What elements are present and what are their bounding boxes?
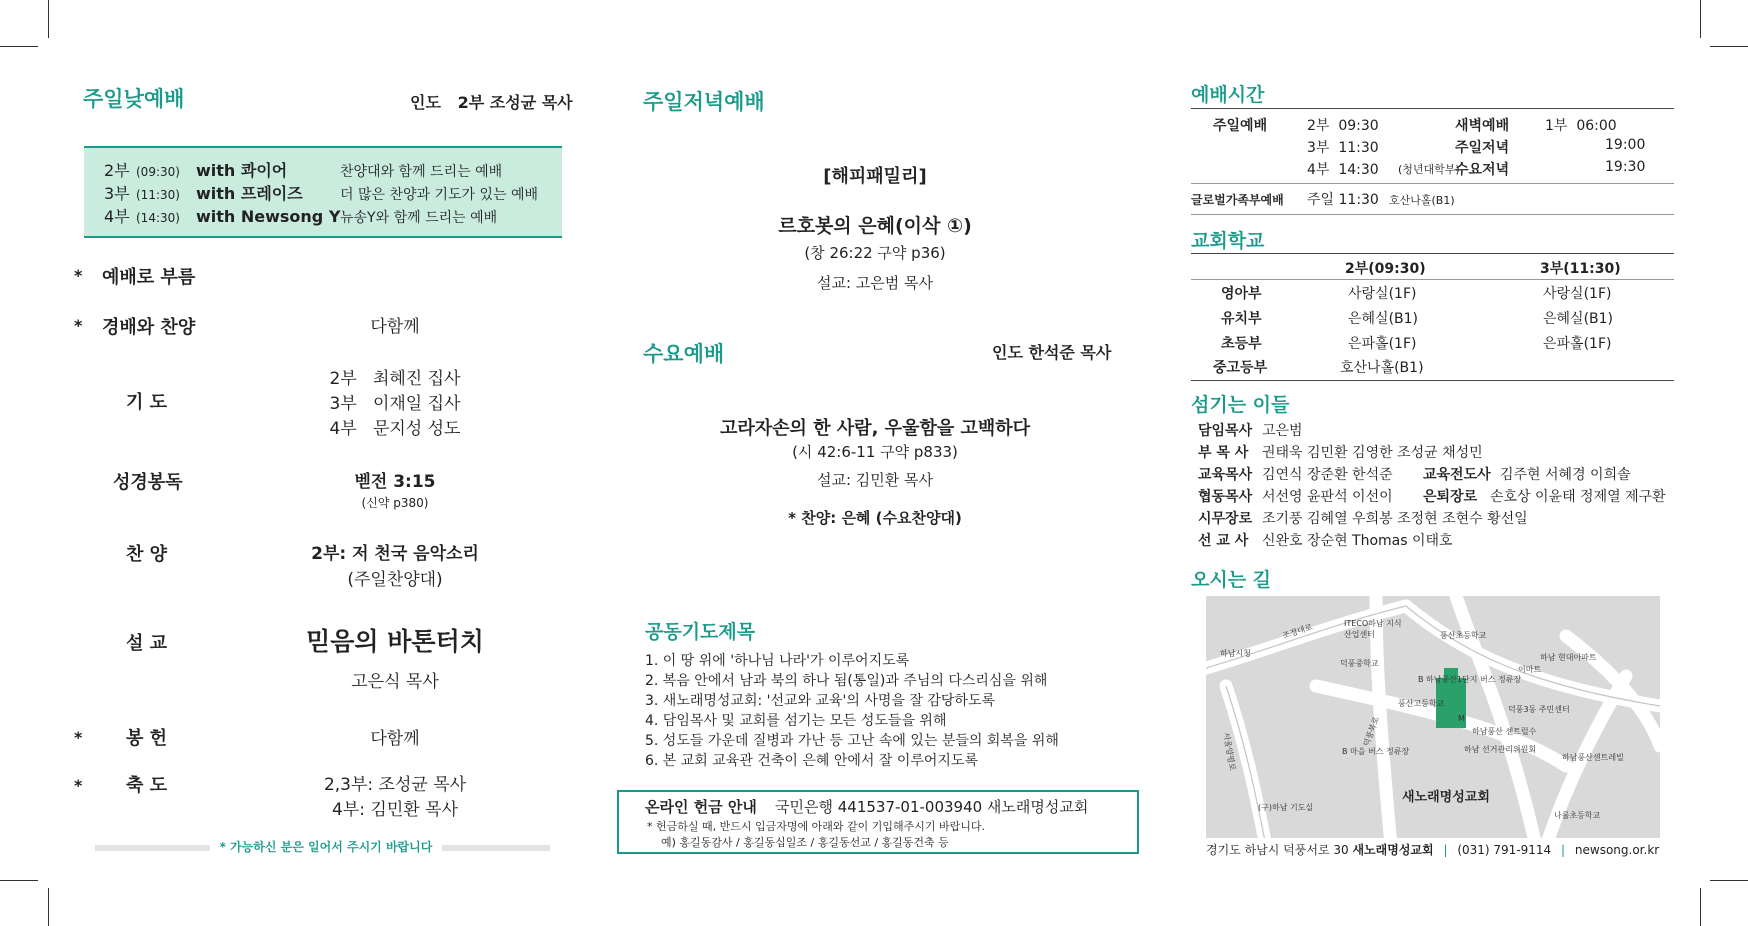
website-link[interactable]: newsong.or.kr <box>1574 843 1660 857</box>
map-label: 풍산고등학교 <box>1398 699 1445 708</box>
stand-marker: * <box>74 316 83 335</box>
school-dept: 중고등부 <box>1213 360 1268 376</box>
prayer-topics-title: 공동기도제목 <box>645 621 756 643</box>
wednesday-preacher: 설교: 김민환 목사 <box>816 471 934 489</box>
youth-note: (청년대학부) <box>1398 163 1460 176</box>
map-label: (구)하남 기도실 <box>1258 803 1314 812</box>
service-times-box <box>84 146 562 238</box>
divider <box>1191 108 1674 109</box>
dawn-service-time: 1부 06:00 <box>1545 118 1617 134</box>
directions-title: 오시는 길 <box>1191 569 1272 591</box>
sunday-time: 4부 14:30 <box>1307 162 1379 178</box>
school-room: 호산나홀(B1) <box>1340 360 1424 376</box>
crop-mark <box>0 880 38 881</box>
map-label: 조정대로 <box>1281 622 1314 641</box>
praise-value: 다함께 <box>370 317 420 337</box>
divider <box>1191 183 1674 184</box>
crop-mark <box>1710 880 1748 881</box>
server-role: 시무장로 <box>1198 511 1253 527</box>
location-map[interactable] <box>1206 596 1660 838</box>
prayer-item: 1. 이 땅 위에 '하나님 나라'가 이루어지도록 <box>645 653 910 669</box>
map-label: 나룰초등학교 <box>1554 811 1601 820</box>
server-names: 김연식 장준환 한석준 <box>1262 467 1393 483</box>
offering-example: 예) 홍길동감사 / 홍길동십일조 / 홍길동선교 / 홍길동건축 등 <box>661 836 949 849</box>
address: 경기도 하남시 덕풍서로 30 <box>1206 843 1349 857</box>
stand-marker: * <box>74 266 83 285</box>
divider <box>1191 253 1674 254</box>
offering-note: * 헌금하실 때, 반드시 입금자명에 아래와 같이 기입해주시기 바랍니다. <box>647 820 985 833</box>
prayer-label: 기 도 <box>126 392 168 413</box>
prayer-item: 6. 본 교회 교육관 건축이 은혜 안에서 잘 이루어지도록 <box>645 753 978 769</box>
map-label: 새노래명성교회 <box>1402 790 1490 805</box>
hymn-choir: (주일찬양대) <box>347 570 443 590</box>
map-label: 서울양평로 <box>1221 731 1238 772</box>
service-row: 3부 (11:30) with 프레이즈 더 많은 찬양과 기도가 있는 예배 <box>104 184 539 203</box>
server-role: 은퇴장로 <box>1423 489 1478 505</box>
crop-mark <box>48 0 49 38</box>
map-label: 하남 현대아파트 <box>1540 653 1597 662</box>
service-times-title: 예배시간 <box>1191 84 1265 106</box>
praise-label: 경배와 찬양 <box>102 317 196 338</box>
scripture-label: 성경봉독 <box>113 472 183 493</box>
server-names: 권태욱 김민환 김영한 조성균 채성민 <box>1262 445 1483 461</box>
school-dept: 영아부 <box>1221 286 1262 302</box>
global-service-label: 글로벌가족부예배 <box>1191 193 1284 207</box>
stand-marker: * <box>74 728 83 747</box>
church-school-title: 교회학교 <box>1191 230 1265 252</box>
crop-mark <box>1700 0 1701 38</box>
map-label: ITECO하남 지식산업센터 <box>1344 619 1402 639</box>
crop-mark <box>1710 46 1748 47</box>
wednesday-hymn: * 찬양: 은혜 (수요찬양대) <box>788 509 962 527</box>
server-names: 신완호 장순현 Thomas 이태호 <box>1262 533 1453 549</box>
sunday-evening-label: 주일저녁 <box>1455 140 1510 156</box>
servers-title: 섬기는 이들 <box>1191 394 1290 416</box>
map-label: 하남 선거관리위원회 <box>1464 745 1537 754</box>
evening-service-title: 주일저녁예배 <box>643 90 765 114</box>
offering-label: 봉 헌 <box>126 728 168 749</box>
server-role: 선 교 사 <box>1198 533 1249 549</box>
separator: | <box>1561 843 1566 857</box>
sunday-evening-time: 19:00 <box>1605 137 1646 153</box>
prayer-item: 4. 담임목사 및 교회를 섬기는 모든 성도들을 위해 <box>645 713 947 729</box>
school-room: 사랑실(1F) <box>1348 286 1417 302</box>
scripture-value: 벧전 3:15 <box>354 472 436 492</box>
server-role: 협동목사 <box>1198 489 1253 505</box>
school-room: 은파홀(1F) <box>1543 336 1612 352</box>
sunday-time: 2부 09:30 <box>1307 118 1379 134</box>
sunday-leader: 인도 2부 조성균 목사 <box>410 93 573 112</box>
service-row: 2부 (09:30) with 콰이어 찬양대와 함께 드리는 예배 <box>104 161 503 180</box>
benediction-label: 축 도 <box>126 775 168 796</box>
call-to-worship-label: 예배로 부름 <box>102 267 196 288</box>
evening-sermon-title: 르호봇의 은혜(이삭 ①) <box>778 215 972 237</box>
prayer-item: 3. 새노래명성교회: '선교와 교육'의 사명을 잘 감당하도록 <box>645 693 995 709</box>
wednesday-scripture: (시 42:6-11 구약 p833) <box>792 443 958 461</box>
prayer-item: 5. 성도들 가운데 질병과 가난 등 고난 속에 있는 분들의 회복을 위해 <box>645 733 1059 749</box>
map-label: 하남풍산 센트럴수 <box>1472 727 1537 736</box>
dawn-service-label: 새벽예배 <box>1455 118 1510 134</box>
school-dept: 초등부 <box>1221 336 1262 352</box>
school-col-header: 3부(11:30) <box>1540 261 1621 277</box>
phone: (031) 791-9114 <box>1457 843 1552 857</box>
evening-preacher: 설교: 고은범 목사 <box>816 274 934 292</box>
prayer-item: 2. 복음 안에서 남과 북의 하나 됨(통일)과 주님의 다스리심을 위해 <box>645 673 1048 689</box>
church-address <box>1206 841 1659 858</box>
sunday-time: 3부 11:30 <box>1307 140 1379 156</box>
divider <box>1191 380 1674 381</box>
crop-mark <box>1700 888 1701 926</box>
map-label: 이마트 <box>1518 665 1542 674</box>
benediction-value: 2,3부: 조성균 목사 <box>323 775 467 795</box>
divider <box>1191 214 1674 215</box>
server-names: 서선영 윤판석 이선이 <box>1262 489 1393 505</box>
offering-value: 다함께 <box>370 729 420 749</box>
stand-marker: * <box>74 776 83 795</box>
footnote-bar <box>442 845 550 851</box>
wednesday-evening-label: 수요저녁 <box>1455 162 1510 178</box>
sermon-preacher: 고은식 목사 <box>351 672 439 692</box>
sermon-title: 믿음의 바톤터치 <box>306 627 484 656</box>
server-role: 교육목사 <box>1198 467 1253 483</box>
church-name: 새노래명성교회 <box>1352 843 1434 857</box>
sunday-service-title: 주일낮예배 <box>83 87 185 111</box>
server-names: 손호상 이윤태 정제열 제구환 <box>1490 489 1666 505</box>
sunday-service-label: 주일예배 <box>1213 118 1268 134</box>
map-label: 하남풍산센트레빌 <box>1562 753 1624 762</box>
scripture-page: (신약 p380) <box>361 496 429 510</box>
server-role: 교육전도사 <box>1423 467 1491 483</box>
wednesday-service-title: 수요예배 <box>643 342 725 366</box>
school-room: 은혜실(B1) <box>1543 311 1614 327</box>
sermon-label: 설 교 <box>126 633 168 654</box>
prayer-value: 2부 최혜진 집사 <box>329 369 461 389</box>
stand-footnote: * 가능하신 분은 일어서 주시기 바랍니다 <box>219 840 433 854</box>
service-row: 4부 (14:30) with Newsong Y뉴송Y와 함께 드리는 예배 <box>104 207 498 226</box>
evening-scripture: (창 26:22 구약 p36) <box>804 244 946 262</box>
global-service-time: 주일 11:30 <box>1307 192 1379 208</box>
map-label: B 마을 버스 정류장 <box>1342 747 1410 756</box>
crop-mark <box>0 46 38 47</box>
wednesday-sermon-title: 고라자손의 한 사람, 우울함을 고백하다 <box>719 418 1031 439</box>
wednesday-evening-time: 19:30 <box>1605 159 1646 175</box>
server-names: 고은범 <box>1262 423 1303 439</box>
hymn-label: 찬 양 <box>126 544 168 565</box>
school-dept: 유치부 <box>1221 311 1262 327</box>
map-label: 하남시청 <box>1220 649 1251 658</box>
server-role: 부 목 사 <box>1198 445 1249 461</box>
map-label: B 하남풍산1단지 버스 정류장 <box>1418 675 1522 684</box>
wednesday-leader: 인도 한석준 목사 <box>992 343 1112 362</box>
map-label: 덕풍3동 주민센터 <box>1508 705 1570 714</box>
offering-info-title: 온라인 헌금 안내 <box>645 798 757 816</box>
map-label: 덕풍북로 <box>1361 715 1381 748</box>
map-label: 풍산초등학교 <box>1440 631 1487 640</box>
evening-tag: [해피패밀리] <box>823 166 927 187</box>
crop-mark <box>48 888 49 926</box>
prayer-value: 4부 문지성 성도 <box>329 419 461 439</box>
school-room: 은혜실(B1) <box>1348 311 1419 327</box>
school-room: 사랑실(1F) <box>1543 286 1612 302</box>
server-names: 조기풍 김혜열 우희봉 조정현 조현수 황선일 <box>1262 511 1528 527</box>
benediction-value: 4부: 김민환 목사 <box>332 800 458 820</box>
footnote-bar <box>95 845 210 851</box>
school-col-header: 2부(09:30) <box>1345 261 1426 277</box>
global-service-place: 호산나홀(B1) <box>1389 194 1455 207</box>
divider <box>1191 279 1674 280</box>
school-room: 은파홀(1F) <box>1348 336 1417 352</box>
offering-account: 국민은행 441537-01-003940 새노래명성교회 <box>775 798 1089 816</box>
map-label: 덕풍중학교 <box>1340 659 1379 668</box>
prayer-value: 3부 이재일 집사 <box>329 394 461 414</box>
server-names: 김주현 서혜경 이희솔 <box>1500 467 1631 483</box>
online-offering-box <box>617 790 1139 854</box>
separator: | <box>1443 843 1448 857</box>
hymn-value: 2부: 저 천국 음악소리 <box>311 544 479 564</box>
map-label: M <box>1458 714 1465 723</box>
server-role: 담임목사 <box>1198 423 1253 439</box>
